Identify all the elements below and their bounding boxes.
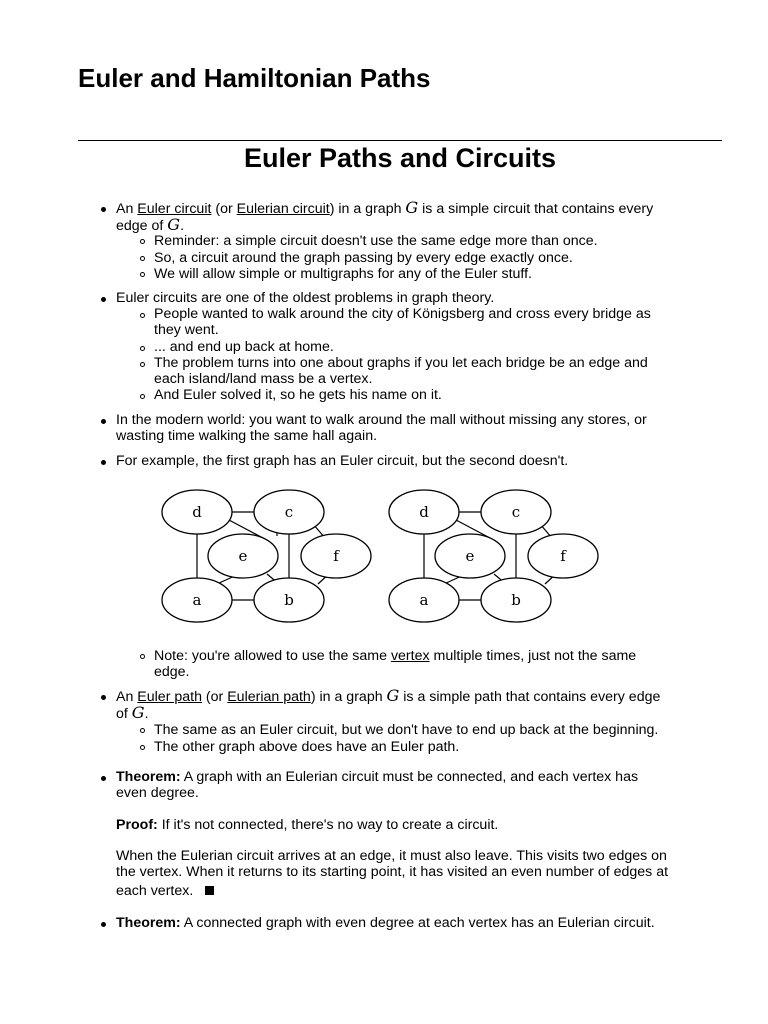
- vertex-label-a: a: [192, 591, 202, 609]
- theorem-2: Theorem: A connected graph with even degree at each vertex has an Eulerian circuit.: [116, 915, 655, 931]
- bullet-dot: [101, 297, 106, 302]
- vertex-label-d: d: [419, 503, 429, 521]
- vertex-label-d: d: [192, 503, 202, 521]
- theorem-label: Theorem:: [116, 915, 181, 931]
- graph-without-euler-circuit: [382, 486, 602, 624]
- eulerian-circuit-link[interactable]: Eulerian circuit: [236, 201, 330, 217]
- sub-bullet: [140, 728, 145, 733]
- bullet-dot: [101, 460, 106, 465]
- list-item: Reminder: a simple circuit doesn't use the same edge more than once.: [154, 233, 598, 249]
- sub-bullet: [140, 272, 145, 277]
- list-item-cont: they went.: [154, 322, 219, 338]
- sub-bullet: [140, 256, 145, 261]
- sub-bullet: [140, 239, 145, 244]
- list-item: We will allow simple or multigraphs for any of the Euler stuff.: [154, 266, 532, 282]
- euler-path-definition-line2: of G.: [116, 703, 149, 722]
- sub-bullet: [140, 394, 145, 399]
- page-title: Euler and Hamiltonian Paths: [78, 63, 431, 93]
- list-item: And Euler solved it, so he gets his name on it.: [154, 387, 442, 403]
- proof-paragraph-line1: When the Eulerian circuit arrives at an edge, it must also leave. This visits two edges on: [116, 848, 667, 864]
- euler-path-definition: An Euler path (or Eulerian path) in a graph G is a simple path that contains every edge: [116, 686, 661, 705]
- qed-square-icon: [205, 886, 214, 895]
- sub-bullet: [140, 362, 145, 367]
- proof: Proof: If it's not connected, there's no way to create a circuit.: [116, 817, 499, 833]
- graph-with-euler-circuit: [155, 486, 375, 624]
- list-item: The same as an Euler circuit, but we don't have to end up back at the beginning.: [154, 722, 659, 738]
- bullet-dot: [101, 776, 106, 781]
- euler-path-link[interactable]: Euler path: [137, 689, 202, 705]
- section-title: Euler Paths and Circuits: [243, 143, 557, 173]
- bullet-dot: [101, 419, 106, 424]
- vertex-label-c: c: [284, 503, 294, 521]
- list-item: So, a circuit around the graph passing by every edge exactly once.: [154, 250, 573, 266]
- vertex-label-c: c: [511, 503, 521, 521]
- bullet-dot: [101, 207, 106, 212]
- theorem-1-cont: even degree.: [116, 785, 199, 801]
- theorem-label: Theorem:: [116, 769, 181, 785]
- sub-bullet: [140, 654, 145, 659]
- vertex-label-e: e: [238, 547, 248, 565]
- vertex-label-b: b: [284, 591, 294, 609]
- sub-bullet: [140, 313, 145, 318]
- proof-label: Proof:: [116, 817, 158, 833]
- sub-bullet: [140, 346, 145, 351]
- proof-paragraph-line3: each vertex.: [116, 883, 726, 900]
- vertex-label-b: b: [511, 591, 521, 609]
- eulerian-path-link[interactable]: Eulerian path: [227, 689, 311, 705]
- theorem-1: Theorem: A graph with an Eulerian circuit must be connected, and each vertex has: [116, 769, 639, 785]
- list-item-cont: each island/land mass be a vertex.: [154, 371, 373, 387]
- euler-circuit-link[interactable]: Euler circuit: [137, 201, 212, 217]
- euler-circuit-definition: An Euler circuit (or Eulerian circuit) in a graph G is a simple circuit that contains every: [116, 198, 654, 217]
- vertex-label-e: e: [465, 547, 475, 565]
- vertex-label-a: a: [419, 591, 429, 609]
- sub-bullet: [140, 745, 145, 750]
- bullet-dot: [101, 922, 106, 927]
- note-text: Note: you're allowed to use the same vertex multiple times, just not the same: [154, 648, 637, 664]
- list-item-cont: wasting time walking the same hall again.: [116, 428, 378, 444]
- list-item: Euler circuits are one of the oldest problems in graph theory.: [116, 290, 495, 306]
- vertex-label-f: f: [560, 547, 566, 565]
- note-text-cont: edge.: [154, 664, 190, 680]
- list-item: In the modern world: you want to walk around the mall without missing any stores, or: [116, 412, 647, 428]
- list-item: The other graph above does have an Euler path.: [154, 739, 460, 755]
- vertex-link[interactable]: vertex: [390, 648, 430, 664]
- vertex-label-f: f: [333, 547, 339, 565]
- list-item: The problem turns into one about graphs if you let each bridge be an edge and: [154, 355, 648, 371]
- proof-paragraph-line2: the vertex. When it returns to its starting point, it has visited an even number of edges at: [116, 864, 669, 880]
- list-item: ... and end up back at home.: [154, 339, 334, 355]
- euler-circuit-definition-line2: edge of G.: [116, 215, 185, 234]
- bullet-dot: [101, 695, 106, 700]
- list-item: For example, the first graph has an Euler circuit, but the second doesn't.: [116, 453, 569, 469]
- list-item: People wanted to walk around the city of Königsberg and cross every bridge as: [154, 306, 651, 322]
